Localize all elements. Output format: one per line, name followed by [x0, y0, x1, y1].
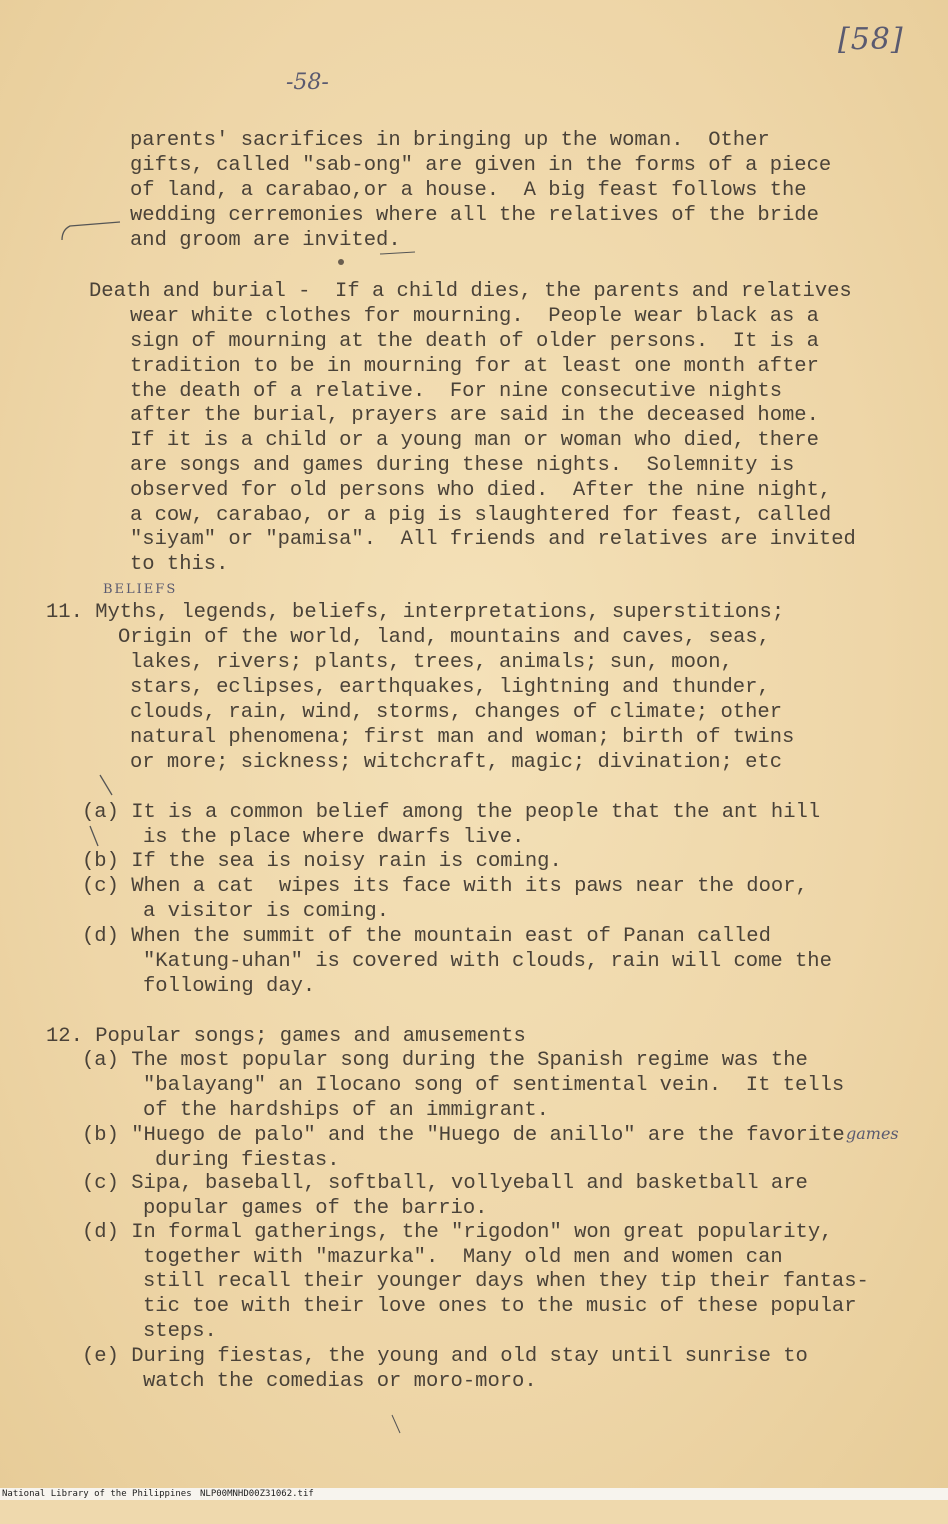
song-item: (d) In formal gatherings, the "rigodon" won great popularity,	[82, 1221, 833, 1244]
belief-item-continuation: is the place where dwarfs live.	[143, 826, 525, 849]
song-item-continuation: still recall their younger days when they tip their fantas-	[143, 1270, 869, 1293]
belief-item: (a) It is a common belief among the people that the ant hill	[82, 801, 821, 824]
text-line: gifts, called "sab-ong" are given in the forms of a piece	[130, 154, 832, 177]
belief-item: (c) When a cat wipes its face with its paws near the door,	[82, 875, 808, 898]
text-line: to this.	[130, 553, 229, 576]
text-line: and groom are invited.	[130, 229, 401, 252]
handwritten-beliefs-note: BELIEFS	[103, 582, 178, 597]
song-item: (b) "Huego de palo" and the "Huego de anillo" are the favorite	[82, 1124, 845, 1147]
song-item-continuation: "balayang" an Ilocano song of sentimental vein. It tells	[143, 1074, 845, 1097]
text-line: sign of mourning at the death of older persons. It is a	[130, 330, 819, 353]
text-line: of land, a carabao,or a house. A big feast follows the	[130, 179, 807, 202]
text-line: "siyam" or "pamisa". All friends and relatives are invited	[130, 528, 856, 551]
song-item-continuation: steps.	[143, 1320, 217, 1343]
text-line: lakes, rivers; plants, trees, animals; sun, moon,	[130, 651, 733, 674]
song-item: (c) Sipa, baseball, softball, vollyeball and basketball are	[82, 1172, 808, 1195]
belief-item-continuation: a visitor is coming.	[143, 900, 390, 923]
song-item: (a) The most popular song during the Spanish regime was the	[82, 1049, 808, 1072]
text-line: parents' sacrifices in bringing up the woman. Other	[130, 129, 770, 152]
section-12-heading: 12. Popular songs; games and amusements	[46, 1025, 526, 1048]
text-line: the death of a relative. For nine consecutive nights	[130, 380, 783, 403]
song-item-continuation: of the hardships of an immigrant.	[143, 1099, 549, 1122]
song-item-continuation: tic toe with their love ones to the music of these popular	[143, 1295, 857, 1318]
handwritten-games-note: games	[846, 1124, 899, 1143]
song-item-continuation: during fiestas.	[155, 1149, 340, 1172]
text-line: stars, eclipses, earthquakes, lightning and thunder,	[130, 676, 770, 699]
belief-item-continuation: following day.	[143, 975, 316, 998]
page-number: -58-	[286, 70, 329, 95]
archive-page-mark: [58]	[838, 22, 904, 57]
belief-item: (b) If the sea is noisy rain is coming.	[82, 850, 562, 873]
belief-item-continuation: "Katung-uhan" is covered with clouds, rain will come the	[143, 950, 832, 973]
text-line: If it is a child or a young man or woman who died, there	[130, 429, 819, 452]
text-line: observed for old persons who died. After the nine night,	[130, 479, 832, 502]
footer-library: National Library of the Philippines	[2, 1489, 192, 1499]
text-line: clouds, rain, wind, storms, changes of climate; other	[130, 701, 783, 724]
text-line: tradition to be in mourning for at least one month after	[130, 355, 819, 378]
song-item-continuation: together with "mazurka". Many old men and women can	[143, 1246, 783, 1269]
text-line: wedding cerremonies where all the relatives of the bride	[130, 204, 819, 227]
death-burial-heading-line: Death and burial - If a child dies, the parents and relatives	[89, 280, 852, 303]
text-line: natural phenomena; first man and woman; birth of twins	[130, 726, 795, 749]
text-line: Origin of the world, land, mountains and caves, seas,	[118, 626, 771, 649]
text-line: or more; sickness; witchcraft, magic; divination; etc	[130, 751, 783, 774]
scan-footer	[0, 1488, 948, 1500]
text-line: after the burial, prayers are said in the deceased home.	[130, 404, 819, 427]
footer-filename: NLP00MNHD00Z31062.tif	[200, 1489, 314, 1499]
song-item: (e) During fiestas, the young and old stay until sunrise to	[82, 1345, 808, 1368]
section-11-heading: 11. Myths, legends, beliefs, interpretations, superstitions;	[46, 601, 785, 624]
text-line: a cow, carabao, or a pig is slaughtered for feast, called	[130, 504, 832, 527]
text-line: are songs and games during these nights. Solemnity is	[130, 454, 795, 477]
belief-item: (d) When the summit of the mountain east of Panan called	[82, 925, 771, 948]
text-line: wear white clothes for mourning. People wear black as a	[130, 305, 819, 328]
song-item-continuation: popular games of the barrio.	[143, 1197, 488, 1220]
song-item-continuation: watch the comedias or moro-moro.	[143, 1370, 537, 1393]
